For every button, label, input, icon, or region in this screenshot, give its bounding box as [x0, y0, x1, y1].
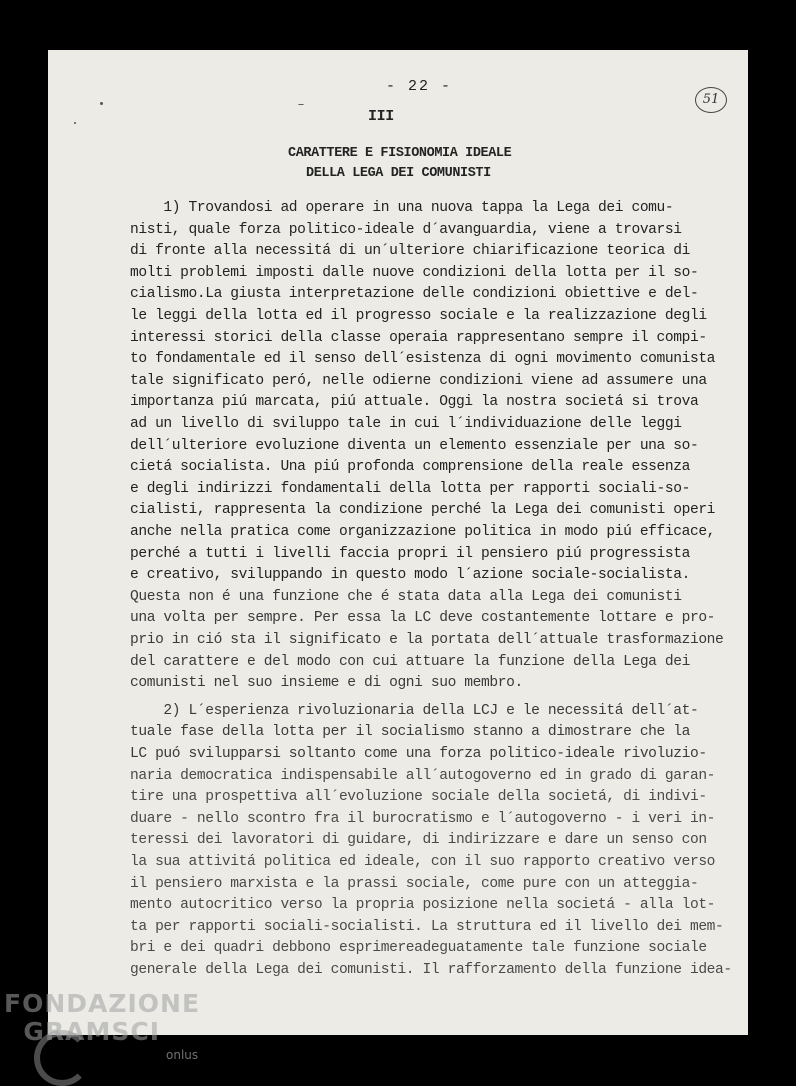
text-line: tire una prospettiva all´evoluzione sociale della societá, di indivi-: [130, 789, 707, 806]
text-line: dell´ulteriore evoluzione diventa un elemento essenziale per una so-: [130, 437, 699, 454]
watermark-logo: FONDAZIONE GRAMSCI: [4, 989, 201, 1046]
ink-speck: [74, 122, 76, 124]
ink-speck: [298, 104, 304, 105]
chapter-heading: III: [368, 108, 394, 125]
text-line: to fondamentale ed il senso dell´esistenza di ogni movimento comunista: [130, 351, 716, 368]
text-line: LC puó svilupparsi soltanto come una forza politico-ideale rivoluzio-: [130, 746, 707, 762]
watermark-subtext: onlus: [166, 1048, 199, 1062]
text-line: cialisti, rappresenta la condizione perché la Lega dei comunisti operi: [130, 502, 716, 519]
text-line: e creativo, sviluppando in questo modo l´azione sociale-socialista.: [130, 567, 690, 584]
text-line: il pensiero marxista e la prassi sociale, come pure con un atteggia-: [130, 875, 699, 892]
text-line: e degli indirizzi fondamentali della lotta per rapporti sociali-so-: [130, 480, 690, 497]
text-line: naria democratica indispensabile all´autogoverno ed in grado di garan-: [130, 767, 716, 784]
text-line: comunisti nel suo insieme e di ogni suo membro.: [130, 675, 523, 692]
text-line: 1) Trovandosi ad operare in una nuova tappa la Lega dei comu-: [130, 200, 674, 216]
text-line: nisti, quale forza politico-ideale d´avanguardia, viene a trovarsi: [130, 221, 682, 238]
text-line: generale della Lega dei comunisti. Il rafforzamento della funzione idea-: [130, 962, 732, 978]
text-line: mento autocritico verso la propria posizione nella societá - alla lot-: [130, 897, 716, 914]
text-line: molti problemi imposti dalle nuove condizioni della lotta per il so-: [130, 264, 699, 281]
text-line: prio in ció sta il significato e la portata dell´attuale trasformazione: [130, 632, 724, 648]
text-line: la sua attivitá politica ed ideale, con il suo rapporto creativo verso: [130, 854, 716, 870]
text-line: duare - nello scontro fra il burocratismo e l´autogoverno - i veri in-: [130, 810, 716, 827]
text-line: anche nella pratica come organizzazione politica in modo piú efficace,: [130, 524, 716, 540]
text-line: Questa non é una funzione che é stata data alla Lega dei comunisti: [130, 588, 682, 605]
text-line: di fronte alla necessitá di un´ulteriore chiarificazione teorica di: [130, 243, 690, 260]
text-line: tale significato peró, nelle odierne condizioni viene ad assumere una: [130, 372, 707, 389]
text-line: cialismo.La giusta interpretazione delle condizioni obiettive e del-: [130, 286, 699, 303]
ink-speck: [100, 102, 103, 105]
archive-stamp: 51: [695, 87, 727, 113]
title-line-2: DELLA LEGA DEI COMUNISTI: [306, 166, 491, 181]
text-line: del carattere e del modo con cui attuare la funzione della Lega dei: [130, 653, 690, 670]
text-line: tuale fase della lotta per il socialismo stanno a dimostrare che la: [130, 724, 690, 741]
text-line: 2) L´esperienza rivoluzionaria della LCJ e le necessitá dell´at-: [130, 702, 699, 719]
text-line: cietá socialista. Una piú profonda comprensione della reale essenza: [130, 459, 690, 476]
text-line: ta per rapporti sociali-socialisti. La struttura ed il livello dei mem-: [130, 918, 724, 935]
text-line: interessi storici della classe operaia rappresentano sempre il compi-: [130, 329, 707, 346]
text-line: bri e dei quadri debbono esprimereadeguatamente tale funzione sociale: [130, 940, 707, 957]
title-line-1: CARATTERE E FISIONOMIA IDEALE: [288, 146, 512, 161]
text-line: teressi dei lavoratori di guidare, di indirizzare e dare un senso con: [130, 832, 707, 849]
text-line: ad un livello di sviluppo tale in cui l´individuazione delle leggi: [130, 416, 682, 432]
text-line: le leggi della lotta ed il progresso sociale e la realizzazione degli: [130, 308, 707, 324]
page-number: - 22 -: [386, 78, 453, 95]
document-page: [48, 50, 748, 1035]
text-line: una volta per sempre. Per essa la LC deve costantemente lottare e pro-: [130, 610, 716, 627]
text-line: perché a tutti i livelli faccia propri il pensiero piú progressista: [130, 545, 690, 562]
text-line: importanza piú marcata, piú attuale. Oggi la nostra societá si trova: [130, 394, 699, 411]
